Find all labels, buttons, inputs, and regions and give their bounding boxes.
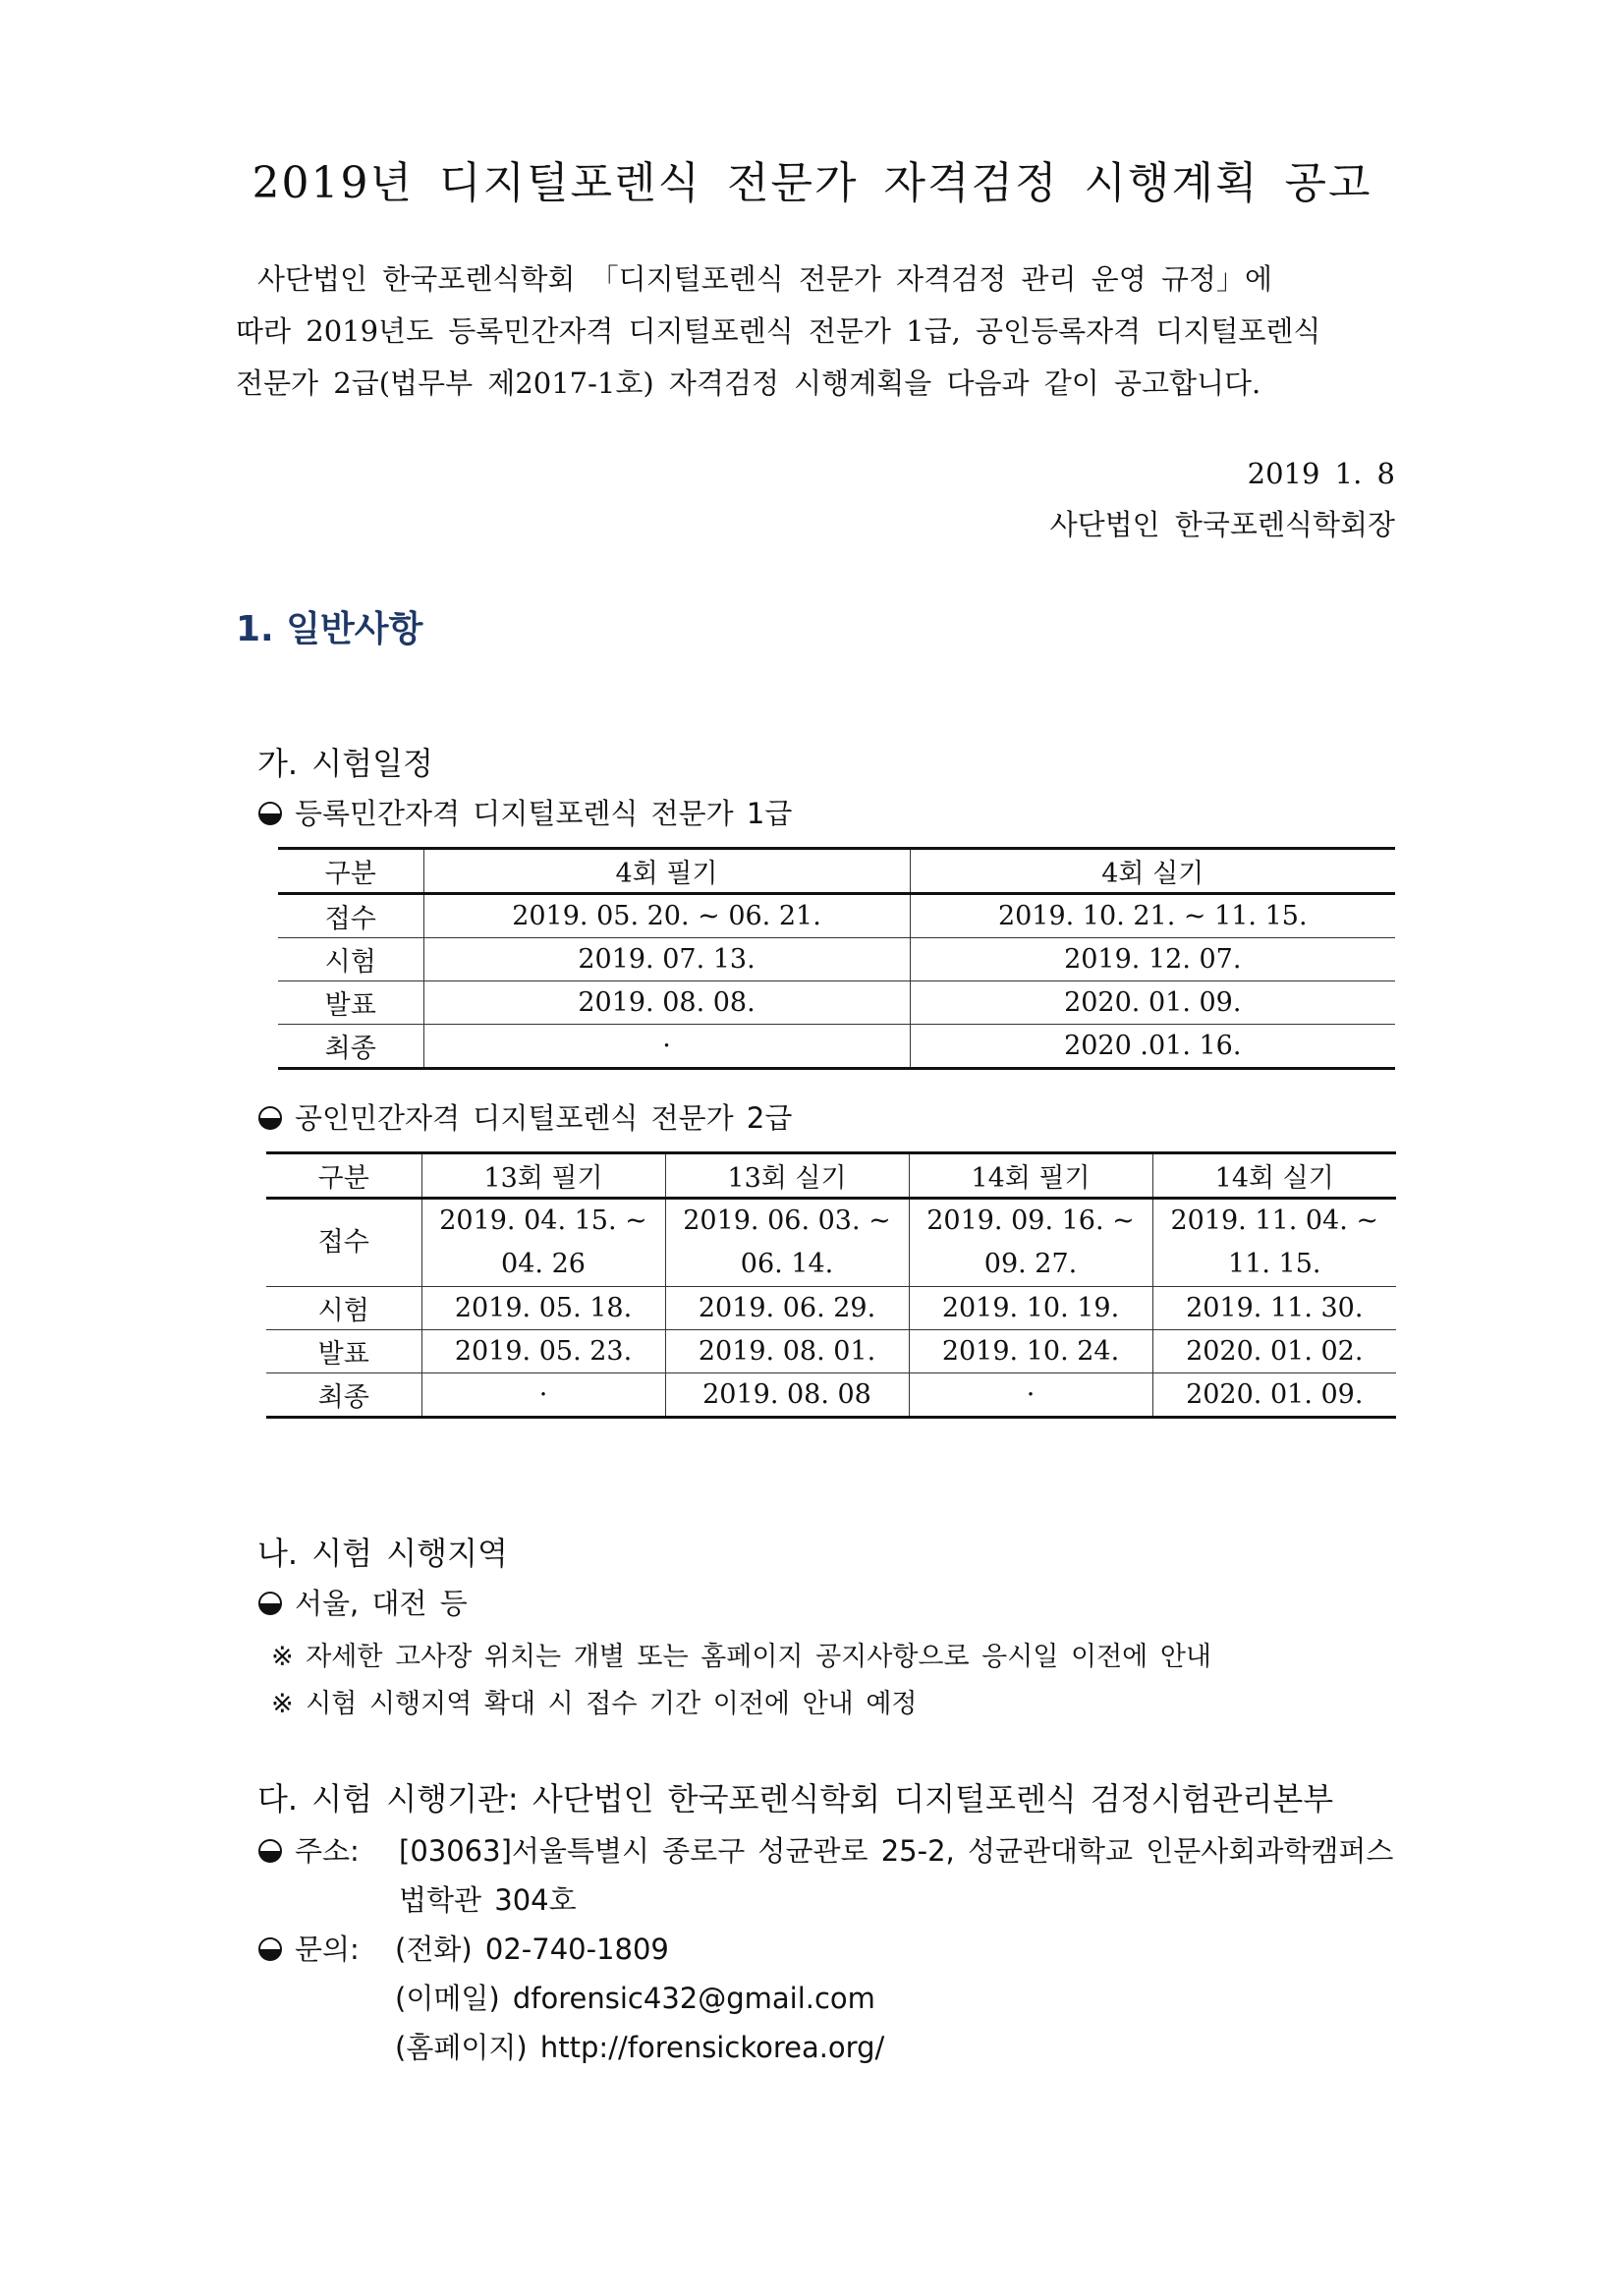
table-row: [278, 981, 1395, 1025]
table-cell: 2019. 11. 30.: [1152, 1287, 1396, 1330]
circle-bullet-icon: [257, 1838, 283, 1864]
address-label: 주소:: [295, 1834, 360, 1868]
contact-label: 문의:: [295, 1932, 360, 1966]
table-cell: 시험: [278, 938, 423, 981]
cell-line: 2019. 09. 16. ~: [926, 1205, 1135, 1236]
table-header-cell: 13회 필기: [421, 1153, 665, 1199]
address-line: [257, 1829, 360, 1870]
intro-line: 사단법인 한국포렌식학회 「디지털포렌식 전문가 자격검정 관리 운영 규정」에: [257, 262, 1272, 296]
contact-email[interactable]: (이메일) dforensic432@gmail.com: [395, 1982, 875, 2015]
table-cell: 최종: [278, 1025, 423, 1069]
table-cell: 시험: [266, 1287, 421, 1330]
table-cell: 2020. 01. 09.: [910, 981, 1395, 1025]
table-cell: [1152, 1199, 1396, 1287]
table-cell: 2019. 10. 19.: [909, 1287, 1152, 1330]
table-cell: 2020. 01. 02.: [1152, 1330, 1396, 1373]
table-cell: 2020 .01. 16.: [910, 1025, 1395, 1069]
table-cell: 2019. 08. 01.: [665, 1330, 909, 1373]
contact-homepage[interactable]: (홈페이지) http://forensickorea.org/: [395, 2031, 885, 2064]
table-cell: 발표: [266, 1330, 421, 1373]
table-cell: ·: [423, 1025, 910, 1069]
table-header-cell: 4회 실기: [910, 849, 1395, 894]
table-header-cell: 13회 실기: [665, 1153, 909, 1199]
cell-line: 2019. 04. 15. ~: [439, 1205, 647, 1236]
notice-date-block: [884, 448, 1395, 550]
table2-title-text: 공인민간자격 디지털포렌식 전문가 2급: [295, 1101, 793, 1135]
table-cell: 접수: [278, 894, 423, 938]
table-cell: [909, 1199, 1152, 1287]
schedule-table-level1: [278, 847, 1395, 1070]
table-cell: ·: [909, 1373, 1152, 1418]
table-header-cell: 14회 실기: [1152, 1153, 1396, 1199]
table-cell: 발표: [278, 981, 423, 1025]
table-header-row: [266, 1153, 1396, 1199]
table-row: [278, 1025, 1395, 1069]
circle-bullet-icon: [257, 801, 283, 826]
table-cell: 2019. 08. 08.: [423, 981, 910, 1025]
table-cell: 2019. 10. 24.: [909, 1330, 1152, 1373]
table-row: [266, 1373, 1396, 1418]
table-cell: 2019. 08. 08: [665, 1373, 909, 1418]
subsection-heading-schedule: 가. 시험일정: [257, 745, 433, 782]
region-note: ※ 자세한 고사장 위치는 개별 또는 홈페이지 공지사항으로 응시일 이전에 안내: [271, 1642, 1211, 1672]
table1-title: [257, 792, 792, 832]
region-bullet-text: 서울, 대전 등: [295, 1587, 468, 1620]
table-cell: 2019. 05. 18.: [421, 1287, 665, 1330]
address-text-line2: 법학관 304호: [399, 1883, 577, 1917]
table-row: [266, 1199, 1396, 1287]
table-cell: 2020. 01. 09.: [1152, 1373, 1396, 1418]
document-title: 2019년 디지털포렌식 전문가 자격검정 시행계획 공고: [252, 158, 1372, 208]
table-cell: 2019. 07. 13.: [423, 938, 910, 981]
table-cell: 2019. 05. 23.: [421, 1330, 665, 1373]
contact-line: [257, 1928, 360, 1968]
subsection-heading-agency: 다. 시험 시행기관: 사단법인 한국포렌식학회 디지털포렌식 검정시험관리본부: [257, 1780, 1334, 1818]
notice-issuer: 사단법인 한국포렌식학회장: [1049, 508, 1395, 541]
cell-line: 04. 26: [501, 1249, 586, 1279]
table-header-row: [278, 849, 1395, 894]
address-text-line1: [03063]서울특별시 종로구 성균관로 25-2, 성균관대학교 인문사회과학캠퍼스: [399, 1834, 1394, 1868]
section-heading: 1. 일반사항: [236, 609, 423, 649]
cell-line: 09. 27.: [983, 1249, 1078, 1279]
intro-line: 전문가 2급(법무부 제2017-1호) 자격검정 시행계획을 다음과 같이 공고합니다.: [236, 366, 1261, 400]
table-cell: [421, 1199, 665, 1287]
circle-bullet-icon: [257, 1591, 283, 1616]
region-bullet: [257, 1582, 468, 1622]
circle-bullet-icon: [257, 1105, 283, 1131]
table-cell: 2019. 12. 07.: [910, 938, 1395, 981]
table-cell: 2019. 05. 20. ~ 06. 21.: [423, 894, 910, 938]
table-header-cell: 4회 필기: [423, 849, 910, 894]
table-header-cell: 구분: [278, 849, 423, 894]
table-cell: 접수: [266, 1199, 421, 1287]
table2-title: [257, 1096, 792, 1137]
region-note: ※ 시험 시행지역 확대 시 접수 기간 이전에 안내 예정: [271, 1689, 918, 1719]
table-cell: 최종: [266, 1373, 421, 1418]
table-row: [278, 894, 1395, 938]
circle-bullet-icon: [257, 1936, 283, 1962]
table-row: [266, 1330, 1396, 1373]
table-header-cell: 14회 필기: [909, 1153, 1152, 1199]
intro-paragraph: [236, 253, 1395, 410]
contact-phone: (전화) 02-740-1809: [395, 1932, 669, 1966]
notice-date: 2019 1. 8: [1247, 457, 1395, 490]
cell-line: 2019. 06. 03. ~: [683, 1205, 891, 1236]
subsection-heading-region: 나. 시험 시행지역: [257, 1535, 508, 1572]
cell-line: 11. 15.: [1228, 1249, 1321, 1279]
table1-title-text: 등록민간자격 디지털포렌식 전문가 1급: [295, 797, 793, 830]
cell-line: 2019. 11. 04. ~: [1170, 1205, 1379, 1236]
table-header-cell: 구분: [266, 1153, 421, 1199]
table-cell: 2019. 10. 21. ~ 11. 15.: [910, 894, 1395, 938]
table-cell: [665, 1199, 909, 1287]
schedule-table-level2: [266, 1151, 1396, 1419]
table-cell: 2019. 06. 29.: [665, 1287, 909, 1330]
table-cell: ·: [421, 1373, 665, 1418]
cell-line: 06. 14.: [740, 1249, 834, 1279]
table-row: [266, 1287, 1396, 1330]
table-row: [278, 938, 1395, 981]
intro-line: 따라 2019년도 등록민간자격 디지털포렌식 전문가 1급, 공인등록자격 디지털포렌식: [236, 314, 1321, 348]
